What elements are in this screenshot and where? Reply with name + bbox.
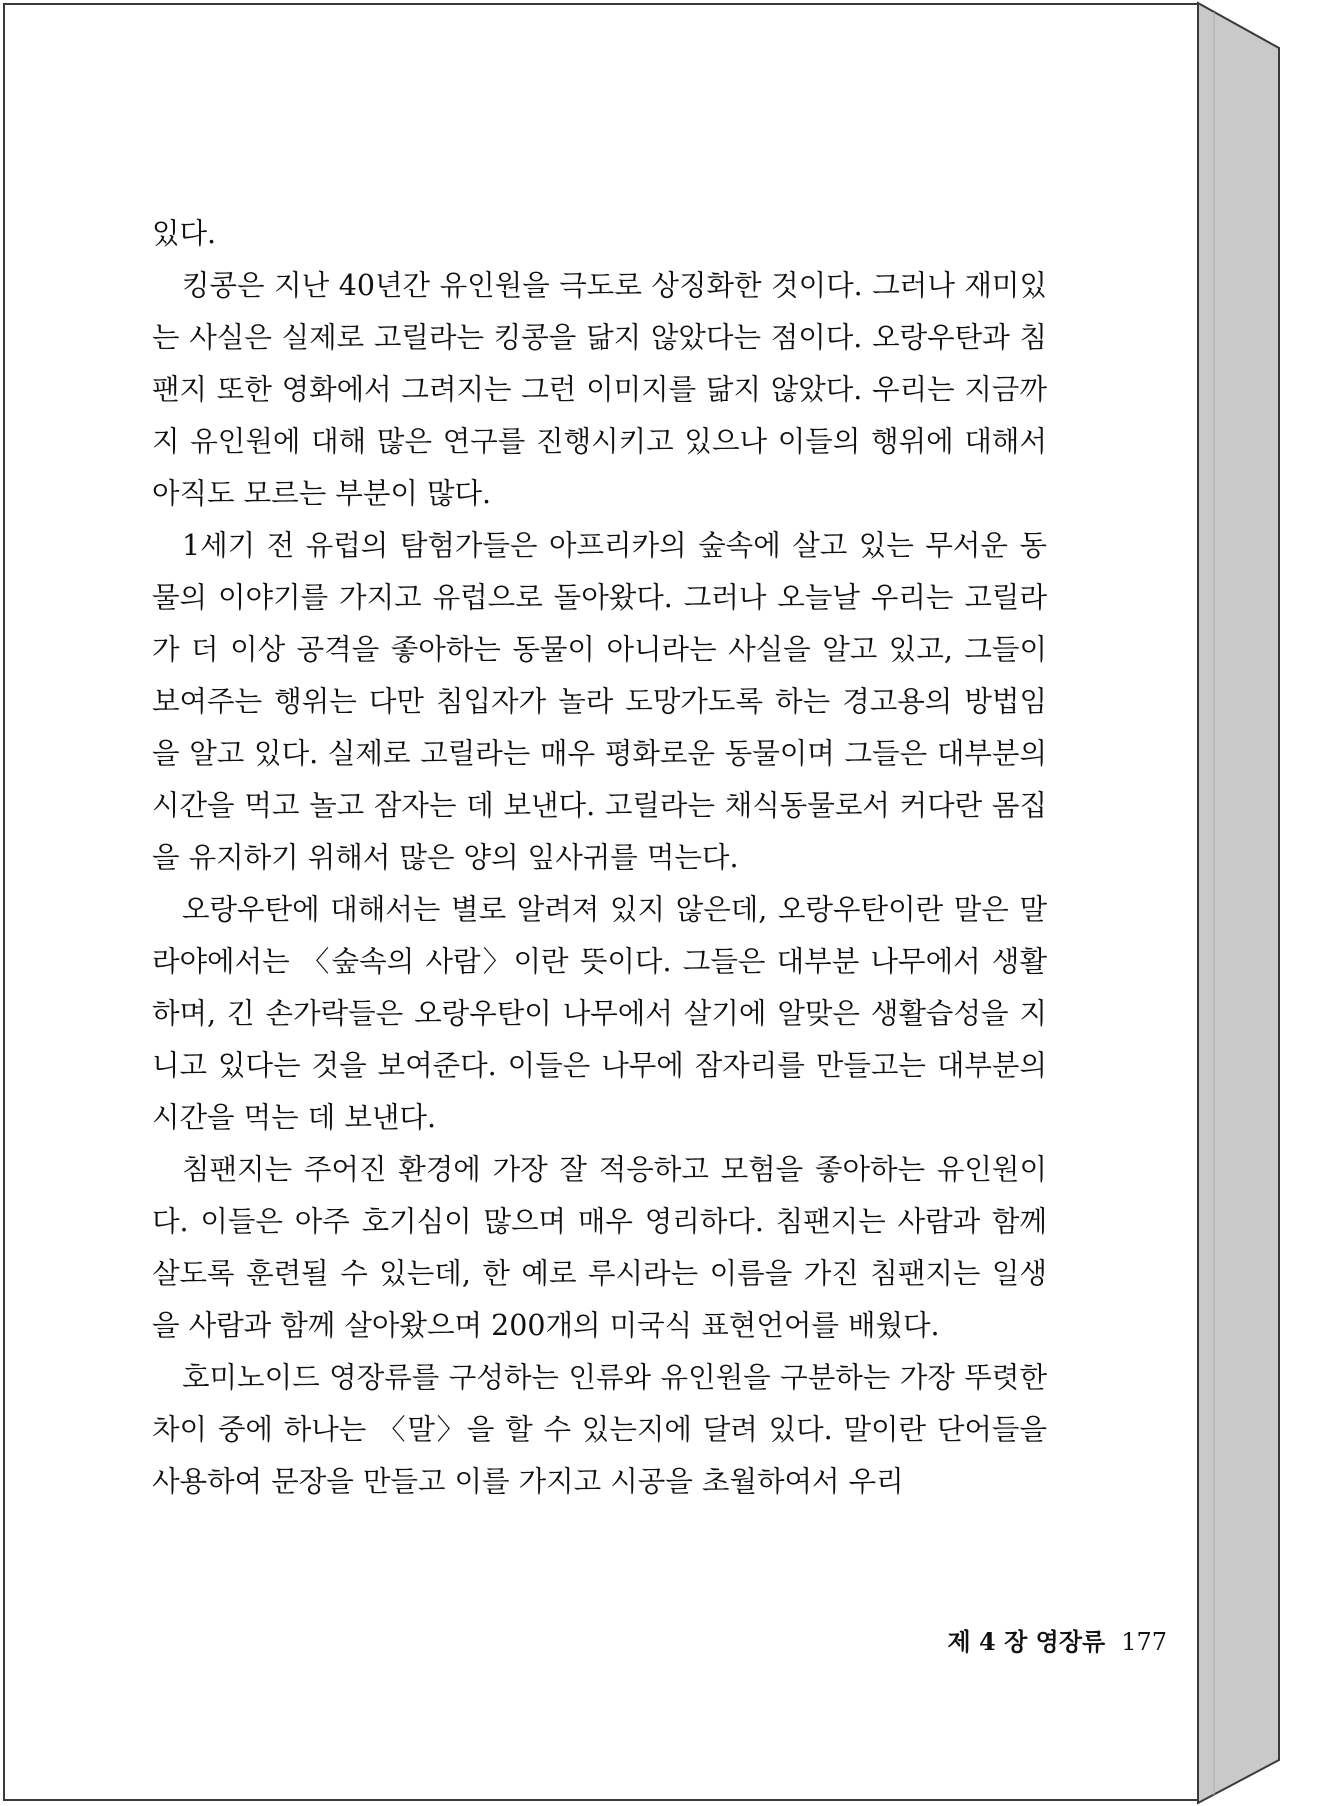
chapter-title: 제 4 장 영장류 <box>947 1627 1106 1656</box>
paragraph-5: 침팬지는 주어진 환경에 가장 잘 적응하고 모험을 좋아하는 유인원이다. 이들은 아주 호기심이 많으며 매우 영리하다. 침팬지는 사람과 함께 살도록 훈련될 수 있는데, 한 예로 루시라는 이름을 가진 침팬지는 일생을 사람과 함께 살아왔으며 200개의 미국식 표현언어를 배웠다. <box>152 1153 1047 1342</box>
paragraph-6: 호미노이드 영장류를 구성하는 인류와 유인원을 구분하는 가장 뚜렷한 차이 중에 하나는 〈말〉을 할 수 있는지에 달려 있다. 말이란 단어들을 사용하여 문장을 만들고 이를 가지고 시공을 초월하여서 우리 <box>152 1361 1047 1498</box>
paragraph-2: 킹콩은 지난 40년간 유인원을 극도로 상징화한 것이다. 그러나 재미있는 사실은 실제로 고릴라는 킹콩을 닮지 않았다는 점이다. 오랑우탄과 침팬지 또한 영화에서 그려지는 그런 이미지를 닮지 않았다. 우리는 지금까지 유인원에 대해 많은 연구를 진행시키고 있으나 이들의 행위에 대해서 아직도 모르는 부분이 많다. <box>152 269 1047 510</box>
paragraph-1: 있다. <box>152 217 217 250</box>
paragraph-4: 오랑우탄에 대해서는 별로 알려져 있지 않은데, 오랑우탄이란 말은 말라야에서는 〈숲속의 사람〉이란 뜻이다. 그들은 대부분 나무에서 생활하며, 긴 손가락들은 오랑우탄이 나무에서 살기에 알맞은 생활습성을 지니고 있다는 것을 보여준다. 이들은 나무에 잠자리를 만들고는 대부분의 시간을 먹는 데 보낸다. <box>152 893 1047 1134</box>
paragraph-3: 1세기 전 유럽의 탐험가들은 아프리카의 숲속에 살고 있는 무서운 동물의 이야기를 가지고 유럽으로 돌아왔다. 그러나 오늘날 우리는 고릴라가 더 이상 공격을 좋아하는 동물이 아니라는 사실을 알고 있고, 그들이 보여주는 행위는 다만 침입자가 놀라 도망가도록 하는 경고용의 방법임을 알고 있다. 실제로 고릴라는 매우 평화로운 동물이며 그들은 대부분의 시간을 먹고 놀고 잠자는 데 보낸다. 고릴라는 채식동물로서 커다란 몸집을 유지하기 위해서 많은 양의 잎사귀를 먹는다. <box>152 529 1047 874</box>
page-footer <box>948 1622 1168 1657</box>
body-text <box>152 208 1047 1508</box>
page-thickness-side <box>1198 3 1279 1803</box>
page-number: 177 <box>1121 1628 1167 1656</box>
